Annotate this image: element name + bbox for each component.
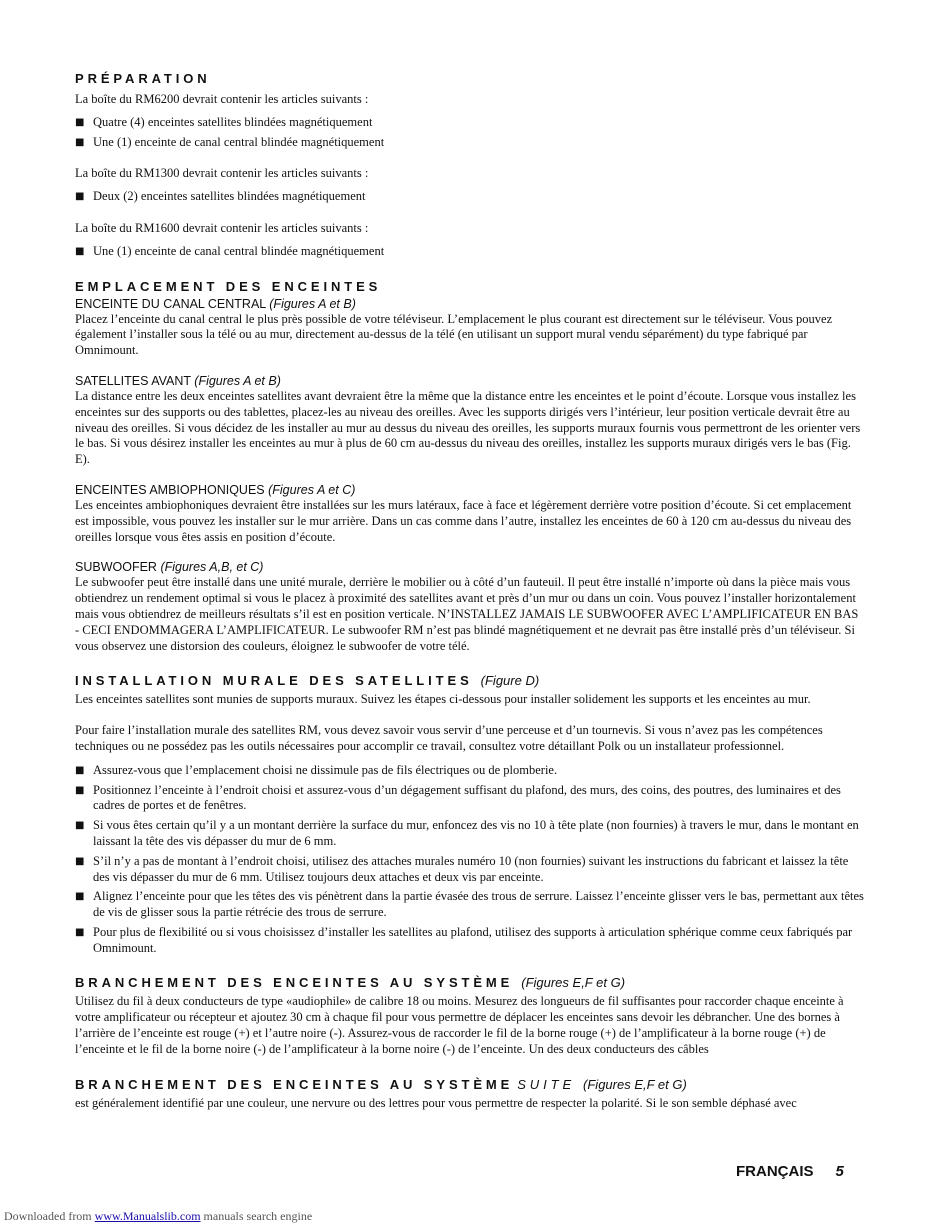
list-item: ■ Pour plus de flexibilité ou si vous choisissez d’installer les satellites au plafond, utilisez des supports à articulation sphérique comme ceux fabriqués par Omnimount. bbox=[75, 925, 865, 957]
wiring-cont-title: BRANCHEMENT DES ENCEINTES AU SYSTÈME bbox=[75, 1076, 514, 1092]
rm6200-intro: La boîte du RM6200 devrait contenir les articles suivants : bbox=[75, 92, 369, 106]
wiring-cont-text: est généralement identifié par une couleur, une nervure ou des lettres pour vous permettre de respecter la polarité. Si le son semble déphasé avec bbox=[75, 1095, 797, 1110]
rm1600-list bbox=[75, 244, 865, 260]
front-subheading bbox=[75, 373, 865, 389]
surround-text: Les enceintes ambiophoniques devraient être installées sur les murs latéraux, face à face et légèrement derrière votre position d’écoute. Si cet emplacement est impossible, vous pouvez les installer sur le mur arrière. Dans un cas comme dans l’autre, installez les enceintes de 60 à 120 cm au-dessus du niveau des oreilles lorsque vous êtes assis en position d’écoute. bbox=[75, 497, 852, 544]
download-prefix: Downloaded from bbox=[4, 1209, 92, 1223]
page-number: 5 bbox=[835, 1163, 844, 1180]
rm1300-list bbox=[75, 189, 865, 205]
wallmount-title: INSTALLATION MURALE DES SATELLITES bbox=[75, 673, 473, 689]
center-subheading bbox=[75, 296, 865, 312]
wallmount-steps bbox=[75, 763, 865, 957]
wiring-heading bbox=[75, 974, 865, 992]
list-item: ■ Alignez l’enceinte pour que les têtes des vis pénètrent dans la partie évasée des trous de serrure. Laissez l’enceinte glisser vers le bas, permettant aux têtes de vis de glisser sous la partie rétrécie des trous de serrure. bbox=[75, 889, 865, 921]
wiring-text: Utilisez du fil à deux conducteurs de type «audiophile» de calibre 18 ou moins. Mesurez des longueurs de fil suffisantes pour raccorder chaque enceinte à votre amplificateur ou récepteur et ajoutez 30 cm à chaque fil pour vous permettre de déplacer les enceintes sans devoir les débrancher. Une des bornes à l’arrière de l’enceinte est rouge (+) et l’autre noire (-). Assurez-vous de raccorder le fil de la borne rouge (+) de l’amplificateur à la borne rouge (+) de l’enceinte et le fil de la borne noire (-) de l’amplificateur à la borne noire (-) de l’enceinte. Un des deux conducteurs des câbles bbox=[75, 994, 844, 1056]
document-body bbox=[75, 70, 865, 1111]
rm1600-intro: La boîte du RM1600 devrait contenir les articles suivants : bbox=[75, 220, 369, 235]
subwoofer-fig-ref: (Figures A,B, et C) bbox=[160, 560, 264, 575]
wallmount-tools: Pour faire l’installation murale des satellites RM, vous devez savoir vous servir d’une perceuse et d’un tournevis. Si vous n’avez pas les compétences techniques ou ne possédez pas les outils nécessaires pour accomplir ce travail, consultez votre détaillant Polk ou un installateur professionnel. bbox=[75, 723, 823, 753]
wiring-cont-heading bbox=[75, 1076, 865, 1094]
rm6200-list bbox=[75, 115, 865, 151]
list-item: ■ Une (1) enceinte de canal central blindée magnétiquement bbox=[75, 244, 865, 260]
front-sub-label: SATELLITES AVANT bbox=[75, 373, 191, 388]
rm1300-intro: La boîte du RM1300 devrait contenir les articles suivants : bbox=[75, 166, 369, 181]
list-item: ■ Positionnez l’enceinte à l’endroit choisi et assurez-vous d’un dégagement suffisant du plafond, des murs, des coins, des poutres, des luminaires et des cadres de portes et de fenêtres. bbox=[75, 783, 865, 815]
list-item: ■ Deux (2) enceintes satellites blindées magnétiquement bbox=[75, 189, 865, 205]
subwoofer-text: Le subwoofer peut être installé dans une unité murale, derrière le mobilier ou à côté d’un fauteuil. Il peut être installé n’importe où dans la pièce mais vous obtiendrez un rendement optimal si vous le placez à proximité des satellites avant et près d’un mur ou dans un coin. Vous pouvez l’installer horizontalement mais vous obtiendrez de meilleurs résultats s’il est en position verticale. N’INSTALLEZ JAMAIS LE SUBWOOFER AVEC L’AMPLIFICATEUR EN BAS - CECI ENDOMMAGERA L’AMPLIFICATEUR. Le subwoofer RM n’est pas blindé magnétiquement et ne devrait pas être installé près d’un téléviseur. Si vous observez une distorsion des couleurs, éloignez le subwoofer de votre télé. bbox=[75, 575, 859, 653]
download-suffix: manuals search engine bbox=[203, 1209, 313, 1223]
wiring-title: BRANCHEMENT DES ENCEINTES AU SYSTÈME bbox=[75, 975, 514, 991]
download-notice bbox=[4, 1209, 312, 1224]
surround-subheading bbox=[75, 482, 865, 498]
front-text: La distance entre les deux enceintes satellites avant devraient être la même que la distance entre les enceintes et le point d’écoute. Lorsque vous installez les enceintes sur des supports ou des tablettes, placez-les au niveau des oreilles. Avec les supports dirigés vers l’intérieur, leur position verticale devrait être au niveau des oreilles. Si vous décidez de les installer au mur au dessus du niveau des oreilles, les supports muraux fournis vous permettront de les orienter vers le bas. Si vous désirez installer les enceintes au mur à plus de 60 cm au-dessus du niveau des oreilles, installez les supports muraux dirigés vers le bas (Fig. E). bbox=[75, 388, 861, 467]
center-sub-label: ENCEINTE DU CANAL CENTRAL bbox=[75, 296, 266, 311]
wiring-cont-suite: SUITE bbox=[517, 1076, 576, 1092]
front-fig-ref: (Figures A et B) bbox=[194, 373, 281, 388]
preparation-heading: PRÉPARATION bbox=[75, 71, 211, 86]
wiring-cont-fig-ref: (Figures E,F et G) bbox=[583, 1076, 687, 1092]
wallmount-fig-ref: (Figure D) bbox=[480, 673, 540, 689]
wiring-fig-ref: (Figures E,F et G) bbox=[521, 975, 626, 991]
list-item: ■ Assurez-vous que l’emplacement choisi ne dissimule pas de fils électriques ou de plomberie. bbox=[75, 763, 865, 779]
center-fig-ref: (Figures A et B) bbox=[269, 296, 356, 311]
list-item: ■ Si vous êtes certain qu’il y a un montant derrière la surface du mur, enfoncez des vis no 10 à tête plate (non fournies) à travers le mur, dans le montant en laissant la tête des vis dépasser du mur de 6 mm. bbox=[75, 818, 865, 850]
wallmount-intro: Les enceintes satellites sont munies de supports muraux. Suivez les étapes ci-dessous pour installer solidement les supports et les enceintes au mur. bbox=[75, 692, 811, 707]
page-footer bbox=[736, 1163, 844, 1180]
center-text: Placez l’enceinte du canal central le plus près possible de votre téléviseur. L’emplacement le plus courant est directement sur le téléviseur. Vous pouvez également l’installer sous la télé ou au mur, directement au-dessus de la télé (en utilisant un support mural vendu séparément) du type fabriqué par Omnimount. bbox=[75, 311, 833, 358]
placement-heading: EMPLACEMENT DES ENCEINTES bbox=[75, 278, 382, 294]
footer-language: FRANÇAIS bbox=[736, 1163, 814, 1180]
list-item: ■ S’il n’y a pas de montant à l’endroit choisi, utilisez des attaches murales numéro 10 (non fournies) suivant les instructions du fabricant et laissez la tête des vis dépasser du mur de 6 mm. Utilisez toujours deux attaches et deux vis par enceinte. bbox=[75, 854, 865, 886]
subwoofer-sub-label: SUBWOOFER bbox=[75, 560, 157, 575]
subwoofer-subheading bbox=[75, 559, 865, 575]
list-item: ■ Quatre (4) enceintes satellites blindées magnétiquement bbox=[75, 115, 865, 131]
surround-fig-ref: (Figures A et C) bbox=[268, 482, 356, 497]
wallmount-heading bbox=[75, 672, 865, 690]
surround-sub-label: ENCEINTES AMBIOPHONIQUES bbox=[75, 482, 265, 497]
manualslib-link[interactable]: www.Manualslib.com bbox=[94, 1209, 201, 1223]
list-item: ■ Une (1) enceinte de canal central blindée magnétiquement bbox=[75, 135, 865, 151]
